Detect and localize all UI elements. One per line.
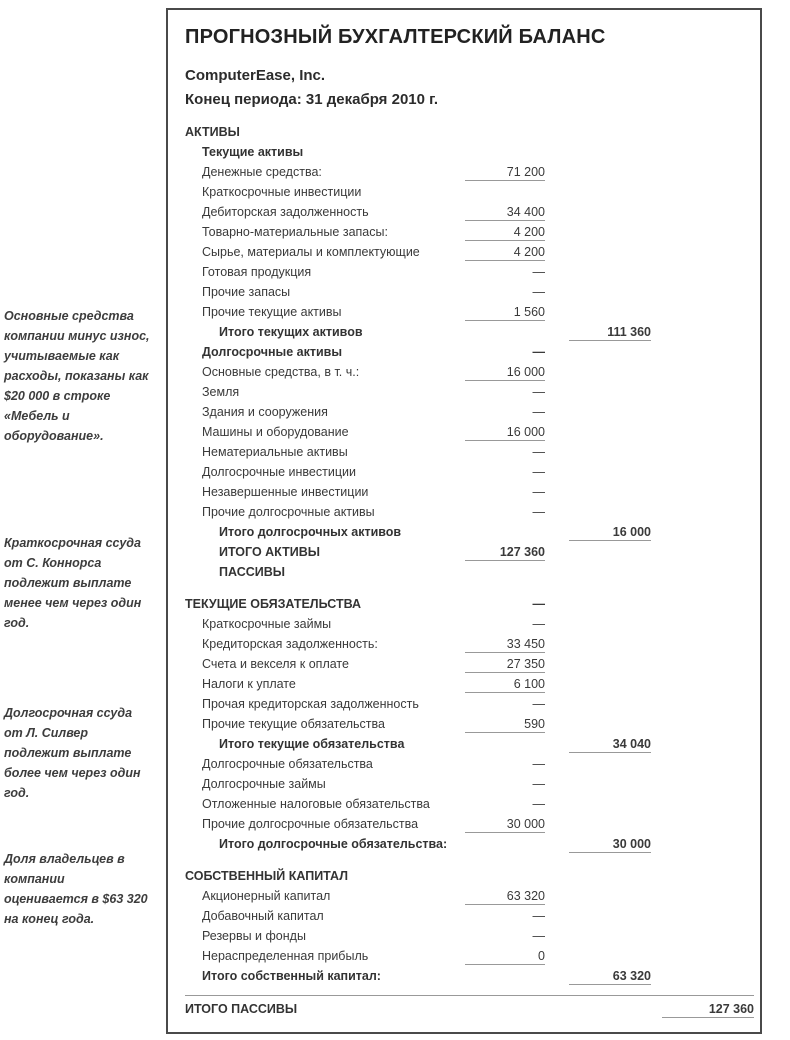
balance-row: [185, 834, 754, 854]
row-value: 127 360: [662, 1000, 754, 1018]
row-label: ИТОГО ПАССИВЫ: [185, 1002, 298, 1016]
row-value: 16 000: [465, 363, 545, 381]
margin-note: Доля владельцев в компании оценивается в $63 320 на конец года.: [4, 852, 148, 926]
margin-note: Краткосрочная ссуда от С. Коннорса подлежит выплате менее чем через один год.: [4, 536, 142, 630]
row-label: ИТОГО АКТИВЫ: [219, 545, 321, 559]
row-value: 30 000: [569, 835, 651, 853]
balance-row: [185, 634, 754, 654]
balance-row: [185, 182, 754, 202]
row-label: Долгосрочные активы: [202, 345, 343, 359]
row-value: —: [532, 345, 545, 359]
balance-row: [185, 222, 754, 242]
row-label: АКТИВЫ: [185, 125, 240, 139]
row-value: —: [532, 777, 545, 791]
row-label: Долгосрочные обязательства: [202, 757, 373, 771]
balance-row: [185, 814, 754, 834]
row-label: Итого долгосрочные обязательства:: [219, 837, 448, 851]
balance-row: [185, 999, 754, 1019]
margin-note: Основные средства компании минус износ, учитываемые как расходы, показаны как $20 000 в строке «Мебель и оборудование».: [4, 309, 150, 443]
row-label: Акционерный капитал: [202, 889, 331, 903]
row-value: —: [532, 617, 545, 631]
company-name: ComputerEase, Inc.: [185, 67, 326, 84]
row-label: Здания и сооружения: [202, 405, 328, 419]
balance-row: [185, 122, 754, 142]
balance-row: [185, 502, 754, 522]
row-label: Счета и векселя к оплате: [202, 657, 349, 671]
balance-row: [185, 322, 754, 342]
balance-row: [185, 202, 754, 222]
row-label: Краткосрочные займы: [202, 617, 332, 631]
row-label: Добавочный капитал: [202, 909, 324, 923]
balance-row: [185, 422, 754, 442]
row-value: —: [532, 797, 545, 811]
row-value: —: [532, 405, 545, 419]
row-value: —: [532, 597, 545, 611]
row-value: 4 200: [465, 243, 545, 261]
balance-row: [185, 542, 754, 562]
balance-row: [185, 694, 754, 714]
row-value: 0: [465, 947, 545, 965]
row-value: —: [532, 757, 545, 771]
margin-notes: [4, 0, 156, 1040]
balance-row: [185, 906, 754, 926]
row-label: ТЕКУЩИЕ ОБЯЗАТЕЛЬСТВА: [185, 597, 362, 611]
row-value: —: [532, 265, 545, 279]
row-label: Основные средства, в т. ч.:: [202, 365, 360, 379]
row-label: Текущие активы: [202, 145, 304, 159]
row-label: Незавершенные инвестиции: [202, 485, 369, 499]
row-label: Машины и оборудование: [202, 425, 349, 439]
row-value: 34 040: [569, 735, 651, 753]
balance-rows: [185, 122, 754, 1019]
row-label: Дебиторская задолженность: [202, 205, 369, 219]
row-label: Прочие запасы: [202, 285, 291, 299]
page-title: ПРОГНОЗНЫЙ БУХГАЛТЕРСКИЙ БАЛАНС: [185, 26, 606, 48]
balance-row: [185, 162, 754, 182]
row-label: Готовая продукция: [202, 265, 312, 279]
row-value: 590: [465, 715, 545, 733]
balance-row: [185, 562, 754, 582]
row-label: Прочие долгосрочные активы: [202, 505, 375, 519]
row-value: 1 560: [465, 303, 545, 321]
balance-row: [185, 594, 754, 614]
period-line: Конец периода: 31 декабря 2010 г.: [185, 91, 439, 108]
balance-row: [185, 242, 754, 262]
row-value: 30 000: [465, 815, 545, 833]
balance-row: [185, 674, 754, 694]
balance-row: [185, 482, 754, 502]
balance-row: [185, 522, 754, 542]
balance-row: [185, 866, 754, 886]
balance-row: [185, 302, 754, 322]
balance-row: [185, 734, 754, 754]
balance-row: [185, 946, 754, 966]
row-label: Итого долгосрочных активов: [219, 525, 402, 539]
balance-row: [185, 142, 754, 162]
row-label: Налоги к уплате: [202, 677, 296, 691]
balance-row: [185, 886, 754, 906]
margin-note: Долгосрочная ссуда от Л. Силвер подлежит выплате более чем через один год.: [4, 706, 141, 800]
row-label: Прочая кредиторская задолженность: [202, 697, 419, 711]
row-value: —: [532, 485, 545, 499]
row-value: 33 450: [465, 635, 545, 653]
balance-row: [185, 342, 754, 362]
row-label: Отложенные налоговые обязательства: [202, 797, 430, 811]
row-label: ПАССИВЫ: [219, 565, 286, 579]
balance-row: [185, 462, 754, 482]
row-value: 16 000: [569, 523, 651, 541]
balance-row: [185, 442, 754, 462]
row-value: —: [532, 909, 545, 923]
balance-row: [185, 614, 754, 634]
balance-row: [185, 966, 754, 986]
row-label: Резервы и фонды: [202, 929, 306, 943]
row-label: Нераспределенная прибыль: [202, 949, 369, 963]
row-label: Долгосрочные займы: [202, 777, 326, 791]
row-label: Кредиторская задолженность:: [202, 637, 378, 651]
row-value: —: [532, 929, 545, 943]
row-value: —: [532, 465, 545, 479]
balance-row: [185, 382, 754, 402]
balance-row: [185, 794, 754, 814]
balance-row: [185, 714, 754, 734]
balance-row: [185, 926, 754, 946]
row-value: 4 200: [465, 223, 545, 241]
balance-row: [185, 362, 754, 382]
row-label: Долгосрочные инвестиции: [202, 465, 356, 479]
row-label: Товарно-материальные запасы:: [202, 225, 388, 239]
balance-row: [185, 754, 754, 774]
row-label: Сырье, материалы и комплектующие: [202, 245, 420, 259]
row-label: Земля: [202, 385, 240, 399]
balance-row: [185, 654, 754, 674]
row-value: 27 350: [465, 655, 545, 673]
row-label: Итого текущих активов: [219, 325, 363, 339]
row-value: —: [532, 445, 545, 459]
row-label: Денежные средства:: [202, 165, 322, 179]
balance-row: [185, 402, 754, 422]
row-label: Итого текущие обязательства: [219, 737, 405, 751]
row-value: 16 000: [465, 423, 545, 441]
balance-row: [185, 774, 754, 794]
balance-row: [185, 262, 754, 282]
row-value: —: [532, 385, 545, 399]
row-value: 63 320: [465, 887, 545, 905]
row-value: 127 360: [465, 543, 545, 561]
row-label: СОБСТВЕННЫЙ КАПИТАЛ: [185, 869, 348, 883]
row-value: —: [532, 505, 545, 519]
total-divider: [185, 995, 754, 996]
row-value: —: [532, 697, 545, 711]
row-label: Прочие текущие обязательства: [202, 717, 385, 731]
row-value: 63 320: [569, 967, 651, 985]
row-label: Краткосрочные инвестиции: [202, 185, 362, 199]
row-value: 111 360: [569, 323, 651, 341]
balance-row: [185, 282, 754, 302]
row-value: —: [532, 285, 545, 299]
row-label: Прочие текущие активы: [202, 305, 342, 319]
row-value: 34 400: [465, 203, 545, 221]
row-label: Итого собственный капитал:: [202, 969, 381, 983]
row-label: Нематериальные активы: [202, 445, 348, 459]
row-label: Прочие долгосрочные обязательства: [202, 817, 419, 831]
row-value: 71 200: [465, 163, 545, 181]
row-value: 6 100: [465, 675, 545, 693]
document-sheet: [166, 8, 762, 1034]
